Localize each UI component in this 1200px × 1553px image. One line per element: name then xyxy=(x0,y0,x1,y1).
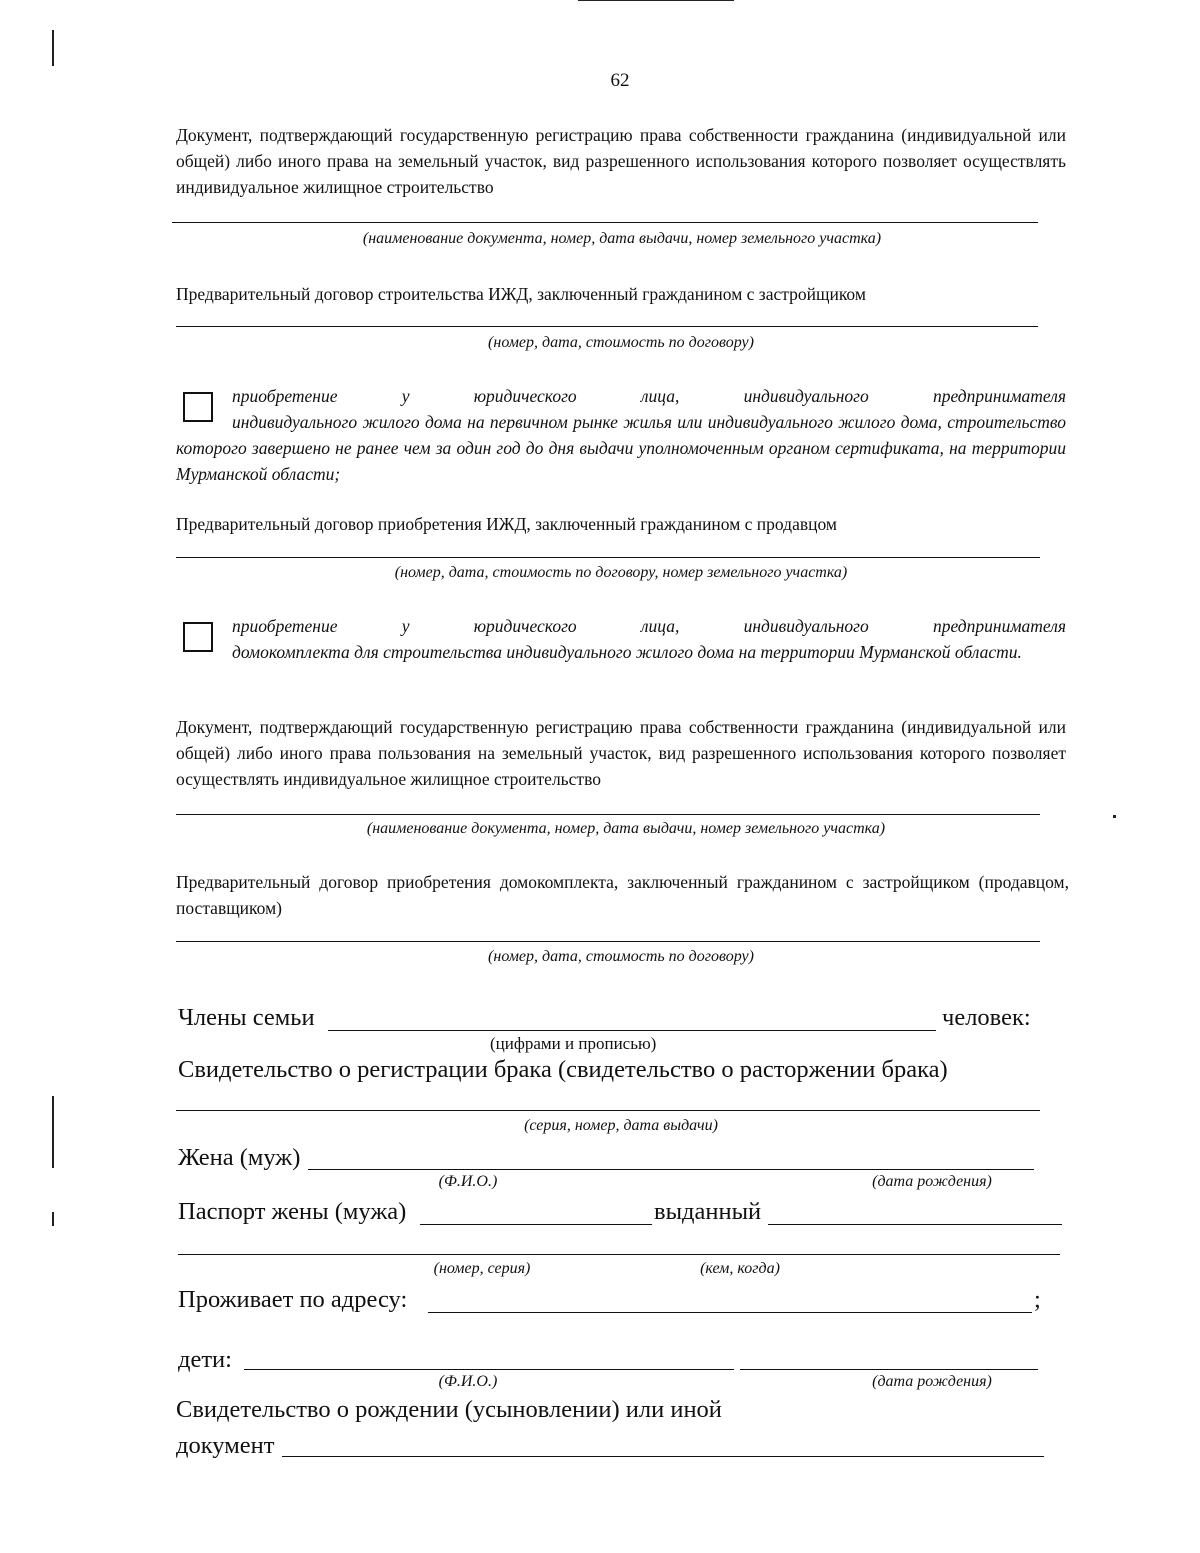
purchase-contract-label: Предварительный договор приобретения ИЖД, заключенный гражданином с продавцом xyxy=(176,514,837,534)
spouse-name-caption: (Ф.И.О.) xyxy=(438,1173,498,1190)
build-contract-label: Предварительный договор строительства ИЖД, заключенный гражданином с застройщиком xyxy=(176,284,866,304)
passport-label: Паспорт жены (мужа) xyxy=(178,1198,407,1225)
build-contract-caption: (номер, дата, стоимость по договору) xyxy=(488,334,754,351)
spouse-label: Жена (муж) xyxy=(178,1144,301,1171)
house-kit-line1: приобретение у юридического лица, индивидуального предпринимателя xyxy=(232,616,1066,636)
land-document-2-caption: (наименование документа, номер, дата выдачи, номер земельного участка) xyxy=(366,820,886,837)
scan-mark xyxy=(52,1096,54,1168)
birth-certificate-label: Свидетельство о рождении (усыновлении) или иной xyxy=(176,1396,722,1423)
children-label: дети: xyxy=(178,1346,232,1373)
kit-contract-label: Предварительный договор приобретения домокомплекта, заключенный гражданином с застройщиком (продавцом, поставщиком) xyxy=(176,872,1069,918)
address-label: Проживает по адресу: xyxy=(178,1286,408,1313)
passport-issued-field[interactable] xyxy=(768,1224,1062,1225)
house-kit-text: домокомплекта для строительства индивидуального жилого дома на территории Мурманской области. xyxy=(232,642,1022,662)
land-document-caption: (наименование документа, номер, дата выдачи, номер земельного участка) xyxy=(362,230,882,247)
children-name-field[interactable] xyxy=(244,1369,734,1370)
passport-number-field[interactable] xyxy=(420,1224,652,1225)
children-name-caption: (Ф.И.О.) xyxy=(438,1373,498,1390)
house-purchase-text: индивидуального жилого дома на первичном рынке жилья или индивидуального жилого дома, строительство которого завершено не ранее чем за один год до дня выдачи уполномоченным органом сертификата, на территории Мурманской области; xyxy=(176,412,1066,484)
land-document-paragraph: Документ, подтверждающий государственную регистрацию права собственности гражданина (индивидуальной или общей) либо иного права на земельный участок, вид разрешенного использования которого позволяет осуществлять индивидуальное жилищное строительство xyxy=(176,125,1066,197)
address-end: ; xyxy=(1034,1286,1041,1313)
page-number: 62 xyxy=(610,70,630,91)
kit-contract-caption: (номер, дата, стоимость по договору) xyxy=(488,948,754,965)
scan-mark xyxy=(1113,815,1116,818)
purchase-contract-field[interactable] xyxy=(176,557,1040,558)
family-members-label: Члены семьи xyxy=(178,1004,315,1031)
scan-mark xyxy=(578,0,734,1)
passport-by-caption: (кем, когда) xyxy=(700,1260,780,1277)
land-document-2-paragraph: Документ, подтверждающий государственную регистрацию права собственности гражданина (индивидуальной или общей) либо иного права пользования на земельный участок, вид разрешенного использования которого позволяет осуществлять индивидуальное жилищное строительство xyxy=(176,717,1066,789)
land-document-2-field[interactable] xyxy=(176,814,1040,815)
birth-certificate-field[interactable] xyxy=(282,1456,1044,1457)
marriage-certificate-label: Свидетельство о регистрации брака (свидетельство о расторжении брака) xyxy=(178,1056,948,1083)
land-document-field[interactable] xyxy=(172,222,1038,223)
spouse-birth-caption: (дата рождения) xyxy=(872,1173,992,1190)
kit-contract-field[interactable] xyxy=(176,941,1040,942)
passport-issued-label: выданный xyxy=(654,1198,762,1225)
passport-number-caption: (номер, серия) xyxy=(433,1260,531,1277)
build-contract-field[interactable] xyxy=(176,326,1038,327)
scan-mark xyxy=(52,1212,54,1226)
family-members-field[interactable] xyxy=(328,1030,936,1031)
purchase-contract-caption: (номер, дата, стоимость по договору, номер земельного участка) xyxy=(394,564,848,581)
family-members-suffix: человек: xyxy=(942,1004,1031,1031)
family-members-caption: (цифрами и прописью) xyxy=(490,1034,657,1053)
house-purchase-line1: приобретение у юридического лица, индивидуального предпринимателя xyxy=(232,386,1066,406)
marriage-certificate-field[interactable] xyxy=(176,1110,1040,1111)
passport-issued-field-2[interactable] xyxy=(178,1254,1060,1255)
spouse-field[interactable] xyxy=(308,1169,1034,1170)
birth-certificate-document-label: документ xyxy=(176,1432,275,1459)
scan-mark xyxy=(52,30,54,66)
children-birth-field[interactable] xyxy=(740,1369,1038,1370)
children-birth-caption: (дата рождения) xyxy=(872,1373,992,1390)
address-field[interactable] xyxy=(428,1312,1032,1313)
marriage-certificate-caption: (серия, номер, дата выдачи) xyxy=(524,1117,718,1134)
